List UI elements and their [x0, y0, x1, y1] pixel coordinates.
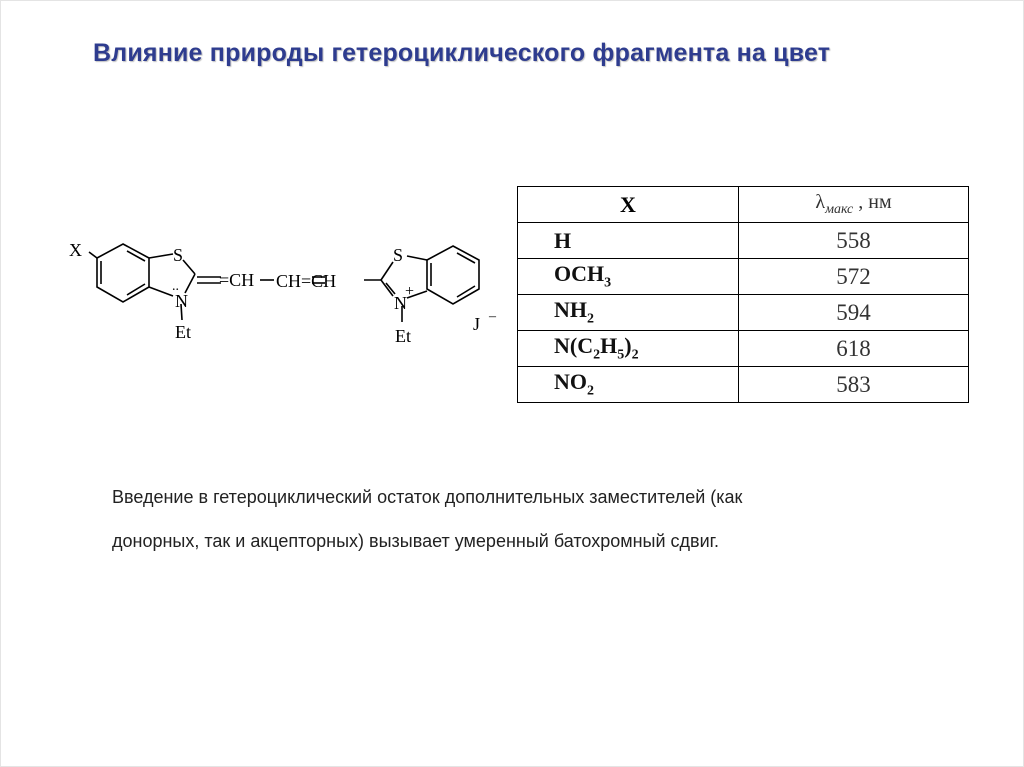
sulfur-right-label: S: [393, 245, 404, 265]
table-header-row: [518, 187, 969, 223]
lambda-value-cell: 572: [739, 259, 969, 295]
substituent-x-label: X: [69, 240, 82, 260]
sulfur-left-label: S: [173, 245, 184, 265]
substituent-cell: $NO_2$: [518, 367, 739, 403]
plus-charge-label: +: [405, 283, 415, 300]
absorption-table: [517, 186, 969, 403]
nitrogen-left-label: N: [175, 291, 188, 311]
table-row: [518, 259, 969, 295]
slide-title: Влияние природы гетероциклического фрагмента на цвет: [93, 39, 831, 67]
lambda-subscript: макс: [825, 202, 854, 217]
lambda-unit: , нм: [853, 191, 892, 213]
substituent-cell: H: [518, 223, 739, 259]
body-text-line-1: Введение в гетероциклический остаток дополнительных заместителей (как: [112, 487, 743, 507]
table-row: [518, 331, 969, 367]
lambda-symbol: λ: [815, 191, 826, 213]
ethyl-right-label: Et: [395, 326, 411, 346]
substituent-cell: $OCH_3$: [518, 259, 739, 295]
cyanine-dye-structure: [61, 226, 511, 351]
lambda-value-cell: 558: [739, 223, 969, 259]
chain-middle-label: CH=CH: [276, 271, 337, 291]
lone-pair-label: ..: [172, 279, 179, 294]
chain-left-label: =CH: [219, 270, 255, 290]
body-text-line-2: донорных, так и акцепторных) вызывает умеренный батохромный сдвиг.: [112, 531, 720, 551]
substituent-cell: $N(C_2H_5)_2$: [518, 331, 739, 367]
column-header-x: X: [518, 187, 739, 223]
counter-ion-charge: –: [489, 309, 496, 324]
table-row: [518, 223, 969, 259]
ethyl-left-label: Et: [175, 322, 191, 342]
table-row: [518, 367, 969, 403]
lambda-value-cell: 618: [739, 331, 969, 367]
substituent-cell: $NH_2$: [518, 295, 739, 331]
counter-ion-label: J: [473, 314, 481, 334]
lambda-value-cell: 594: [739, 295, 969, 331]
table-row: [518, 295, 969, 331]
nitrogen-right-label: N: [394, 293, 407, 313]
lambda-value-cell: 583: [739, 367, 969, 403]
column-header-lambda: [739, 187, 969, 223]
